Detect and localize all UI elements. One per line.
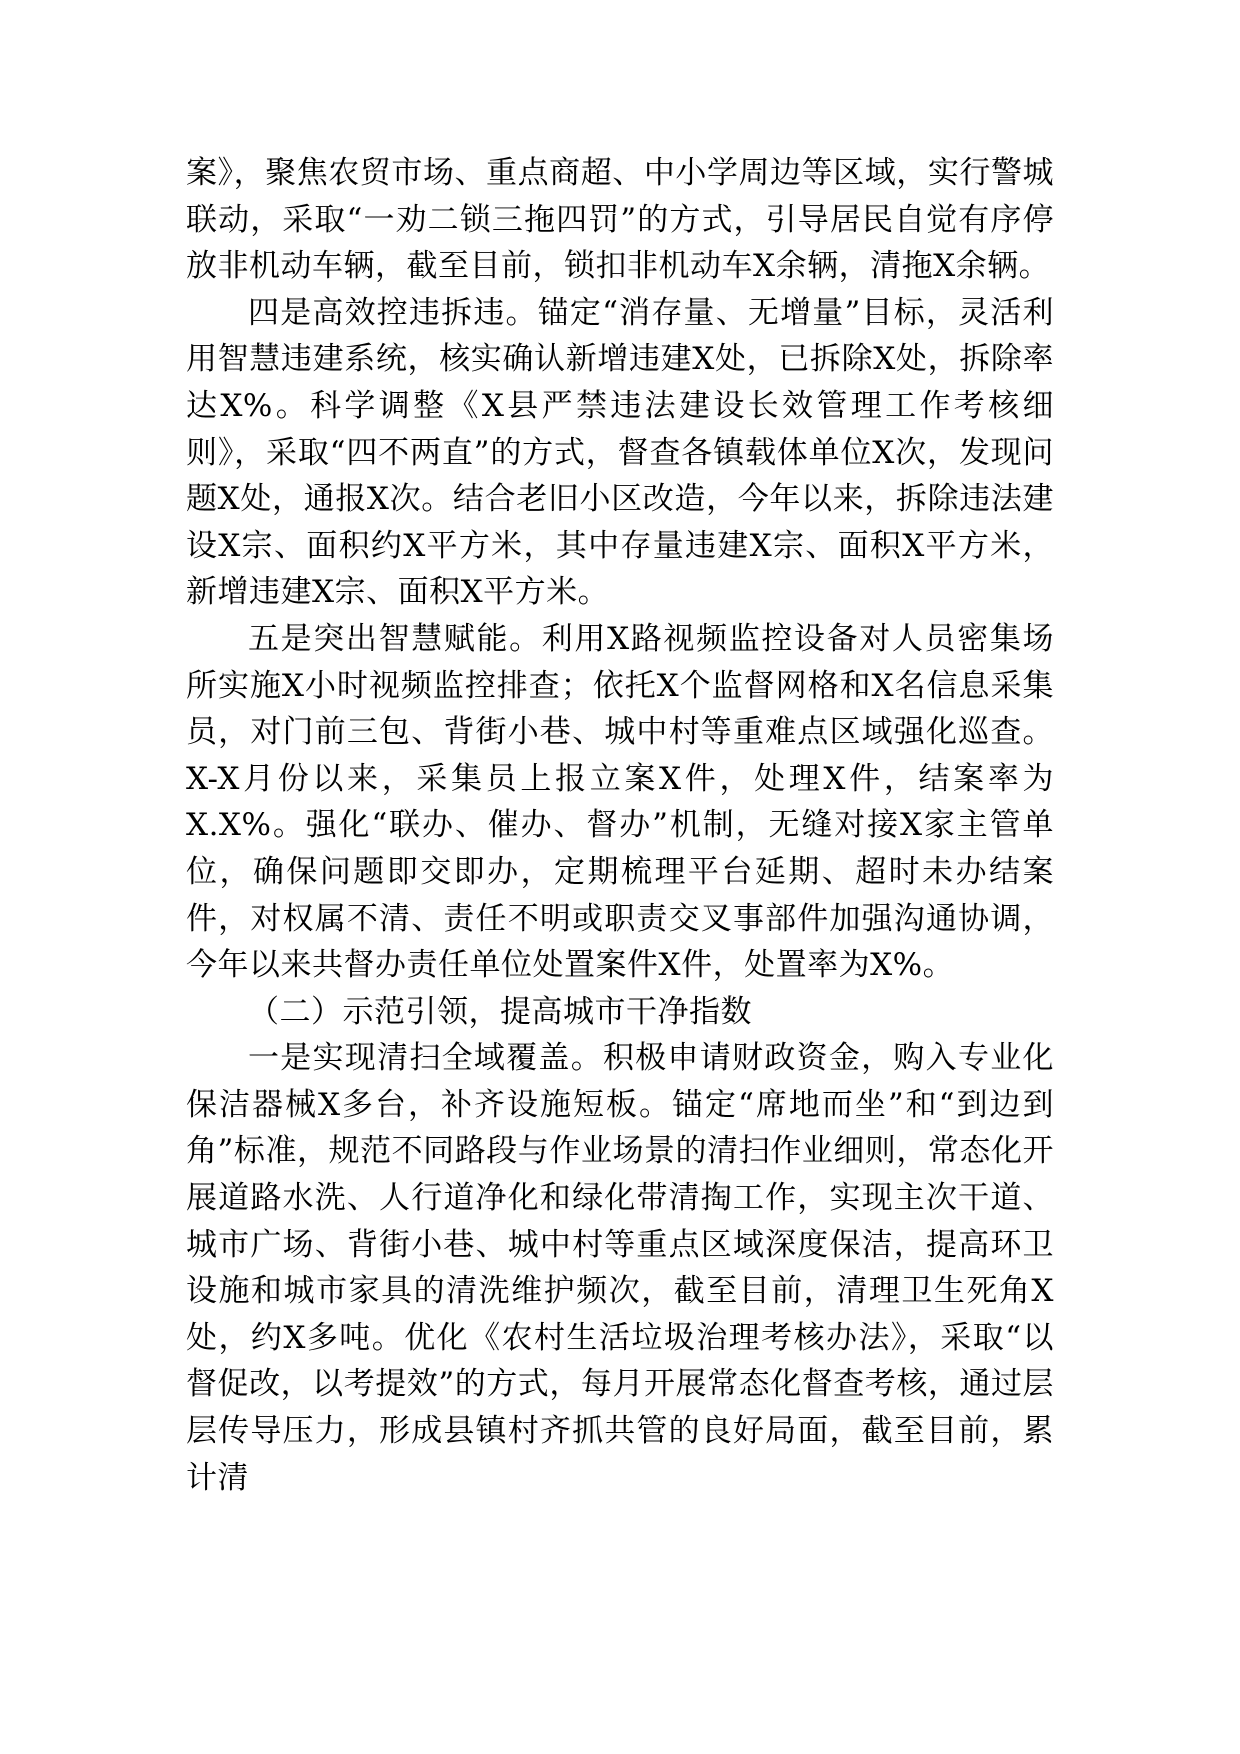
paragraph-cleaning-coverage: 一是实现清扫全域覆盖。积极申请财政资金，购入专业化保洁器械X多台，补齐设施短板。锚定“席地而坐”和“到边到角”标准，规范不同路段与作业场景的清扫作业细则，常态化开展道路水洗、人行道净化和绿化带清掏工作，实现主次干道、城市广场、背街小巷、城中村等重点区域深度保洁，提高环卫设施和城市家具的清洗维护频次，截至目前，清理卫生死角X处，约X多吨。优化《农村生活垃圾治理考核办法》，采取“以督促改，以考提效”的方式，每月开展常态化督查考核，通过层层传导压力，形成县镇村齐抓共管的良好局面，截至目前，累计清 (186, 1040, 1054, 1496)
section-heading: （二）示范引领，提高城市干净指数 (248, 993, 752, 1030)
paragraph-smart-empowerment: 五是突出智慧赋能。利用X路视频监控设备对人员密集场所实施X小时视频监控排查；依托X个监督网格和X名信息采集员，对门前三包、背街小巷、城中村等重难点区域强化巡查。X-X月份以来，采集员上报立案X件，处理X件，结案率为X.X%。强化“联办、催办、督办”机制，无缝对接X家主管单位，确保问题即交即办，定期梳理平台延期、超时未办结案件，对权属不清、责任不明或职责交叉事部件加强沟通协调，今年以来共督办责任单位处置案件X件，处置率为X%。 (186, 620, 1054, 984)
paragraph-demolition: 四是高效控违拆违。锚定“消存量、无增量”目标，灵活利用智慧违建系统，核实确认新增违建X处，已拆除X处，拆除率达X%。科学调整《X县严禁违法建设长效管理工作考核细则》，采取“四不两直”的方式，督查各镇载体单位X次，发现问题X处，通报X次。结合老旧小区改造，今年以来，拆除违法建设X宗、面积约X平方米，其中存量违建X宗、面积X平方米，新增违建X宗、面积X平方米。 (186, 294, 1054, 611)
document-body (186, 150, 1054, 1501)
paragraph-continued: 案》，聚焦农贸市场、重点商超、中小学周边等区域，实行警城联动，采取“一劝二锁三拖四罚”的方式，引导居民自觉有序停放非机动车辆，截至目前，锁扣非机动车X余辆，清拖X余辆。 (186, 155, 1054, 285)
